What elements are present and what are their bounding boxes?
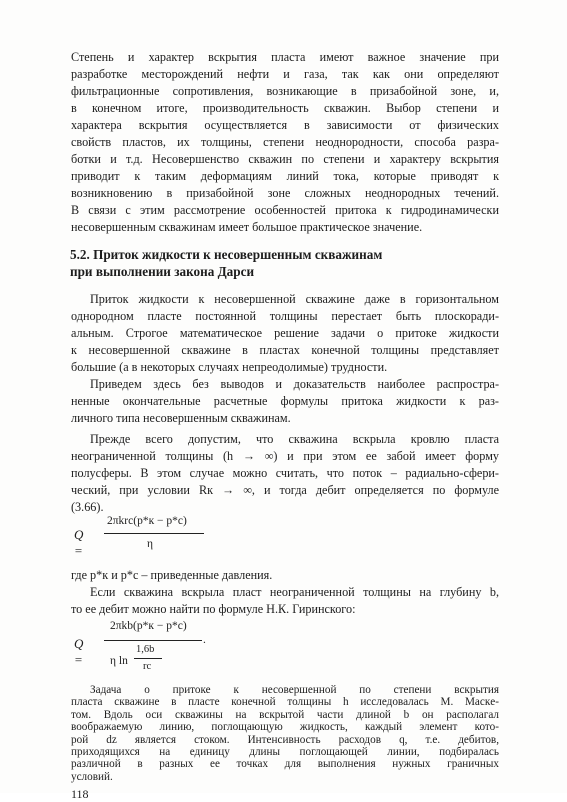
para1-line: возникновению в призабойной зоне сложных неоднородных течений. (71, 186, 499, 200)
para4-line: полусферы. В этом случае можно считать, что поток – радиально-сфери- (71, 466, 499, 480)
formula-den-prefix: η ln (110, 655, 128, 667)
para3-line: личного типа несовершенным скважинам. (71, 411, 291, 425)
para1-line: фильтрационные сопротивления, возникающие в призабойной зоне, и, (71, 84, 499, 98)
para2-line: альным. Строгое математическое решение задачи о притоке жидкости (71, 326, 499, 340)
para4-line: (3.66). (71, 500, 104, 514)
para3-line: ненные окончательные расчетные формулы притока жидкости к раз- (71, 394, 499, 408)
para6-line: том. Вдоль оси скважины на вскрытой части длиной b он располагал (71, 708, 499, 721)
para6-line: приходящихся на единицу длины поглощающей линии, подбиралась (71, 746, 499, 758)
section-heading: при выполнении закона Дарси (70, 264, 255, 279)
formula-denominator: η (147, 538, 154, 550)
para1-line: характера вскрытия осуществляется в зависимости от физических (71, 118, 499, 132)
para1-line: Степень и характер вскрытия пласта имеют важное значение при (71, 50, 499, 64)
para6-line: условий. (71, 770, 113, 783)
para6-line: Задача о притоке к несовершенной по степени вскрытия (90, 684, 499, 696)
para5-line: то ее дебит можно найти по формуле Н.К. Гиринского: (71, 602, 356, 616)
para6-line: рой dz является стоком. Интенсивность расходов q, т.е. дебитов, (71, 733, 499, 746)
para2-line: Приток жидкости к несовершенной скважине даже в горизонтальном (90, 292, 499, 306)
formula-lhs: Q = (74, 527, 84, 558)
fraction-bar (104, 533, 204, 534)
para2-line: большие (а в некоторых случаях непреодолимые) трудности. (71, 360, 388, 374)
formula1-note: где p*к и p*с – приведенные давления. (71, 568, 273, 582)
formula-numerator: 2πkrс(p*к − p*с) (107, 515, 187, 527)
formula-den-denominator: rс (143, 661, 152, 672)
para1-line: приводит к таким деформациям линий тока, которые приводят к (71, 169, 499, 183)
formula-numerator: 2πkb(p*к − p*с) (110, 620, 187, 632)
para4-line: ческий, при условии Rк → ∞, и тогда дебит определяется по формуле (71, 483, 499, 497)
para5-line: Если скважина вскрыла пласт неограниченной толщины на глубину b, (90, 585, 499, 599)
formula-lhs: Q = (74, 636, 84, 667)
para1-line: В связи с этим рассмотрение особенностей притока к гидродинамически (71, 203, 499, 217)
para1-line: разработке месторождений нефти и газа, так как они определяют (71, 67, 499, 81)
para1-line: ботки и т.д. Несовершенство скважин по степени и характеру вскрытия (71, 152, 499, 166)
para2-line: однородном пласте постоянной толщины перестает быть плоскоради- (71, 309, 499, 323)
formula-period: . (203, 634, 206, 646)
para6-line: различной в разных ее точках для выполнения нужных граничных (71, 758, 499, 771)
para4-line: неограниченной толщины (h → ∞) и при этом ее забой имеет форму (71, 449, 499, 463)
para4-line: Прежде всего допустим, что скважина вскрыла кровлю пласта (90, 432, 499, 446)
page-number: 118 (71, 787, 89, 802)
para3-line: Приведем здесь без выводов и доказательств наиболее распростра- (90, 377, 499, 391)
formula-den-numerator: 1,6b (136, 644, 155, 655)
section-heading: 5.2. Приток жидкости к несовершенным скважинам (70, 247, 383, 262)
para6-line: воображаемую линию, поглощающую жидкость, каждый элемент кото- (71, 721, 499, 734)
para2-line: к несовершенной скважине в пластах конечной толщины представляет (71, 343, 499, 357)
fraction-bar (104, 640, 202, 641)
inner-fraction-bar (134, 658, 162, 659)
para1-line: в конечном итоге, производительность скважин. Выбор степени и (71, 101, 499, 115)
para6-line: пласта скважине в пласте конечной толщины h исследовалась М. Маскe- (71, 696, 499, 709)
para1-line: несовершенным скважинам имеет большое практическое значение. (71, 220, 423, 234)
para1-line: свойств пластов, их толщины, степени неоднородности, способа разра- (71, 135, 499, 149)
